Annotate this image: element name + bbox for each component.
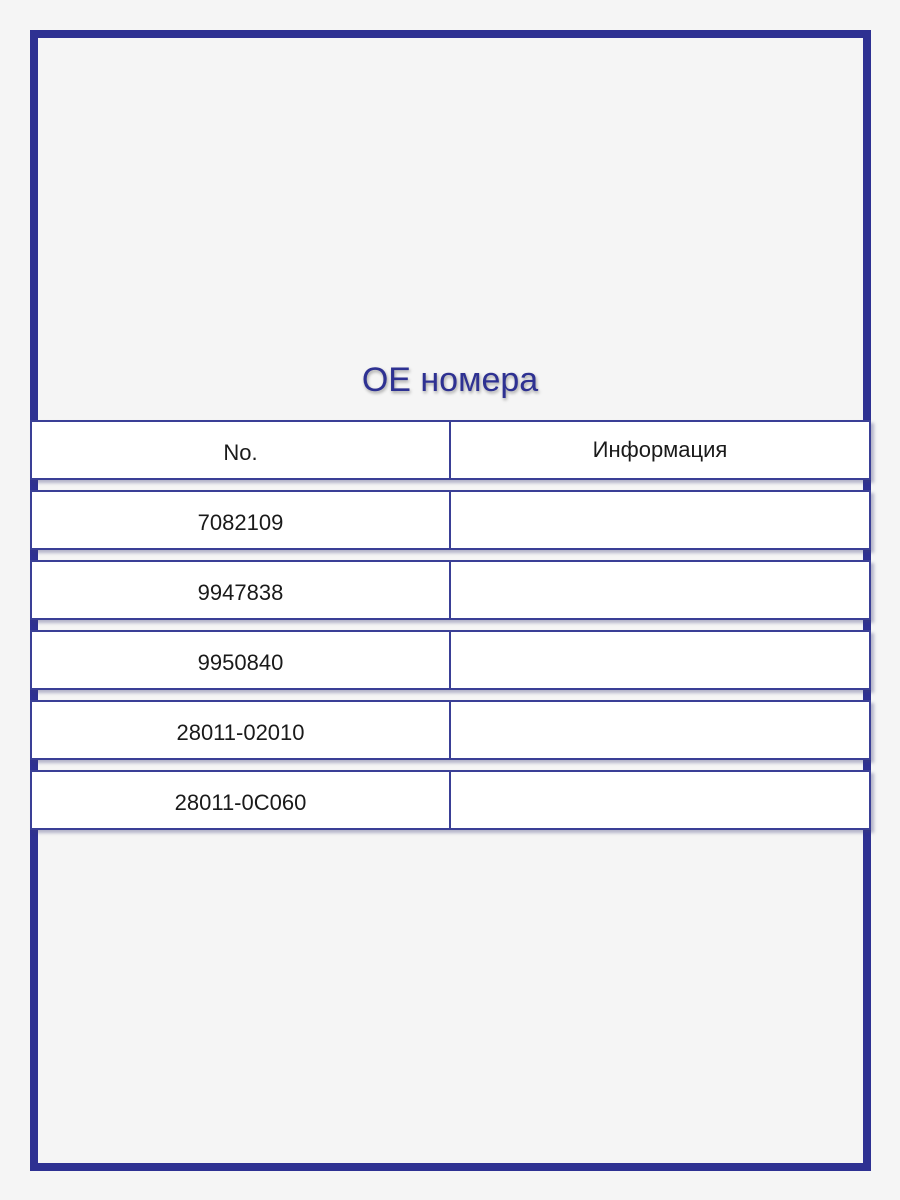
oe-number-cell: 7082109 xyxy=(32,492,451,548)
info-cell xyxy=(451,562,869,618)
page-title: OE номера xyxy=(361,361,539,399)
oe-number-cell: 28011-02010 xyxy=(32,702,451,758)
oe-number-cell: 9950840 xyxy=(32,632,451,688)
header-info: Информация xyxy=(592,437,728,462)
table-row xyxy=(30,770,871,830)
table-row xyxy=(30,700,871,760)
info-cell xyxy=(451,772,869,828)
info-cell xyxy=(451,702,869,758)
header-no: No. xyxy=(32,422,451,478)
table-row xyxy=(30,560,871,620)
table-header-row xyxy=(30,420,871,480)
info-cell xyxy=(451,492,869,548)
oe-number-cell: 28011-0C060 xyxy=(32,772,451,828)
table-row xyxy=(30,490,871,550)
oe-number-cell: 9947838 xyxy=(32,562,451,618)
info-cell xyxy=(451,632,869,688)
table-row xyxy=(30,630,871,690)
